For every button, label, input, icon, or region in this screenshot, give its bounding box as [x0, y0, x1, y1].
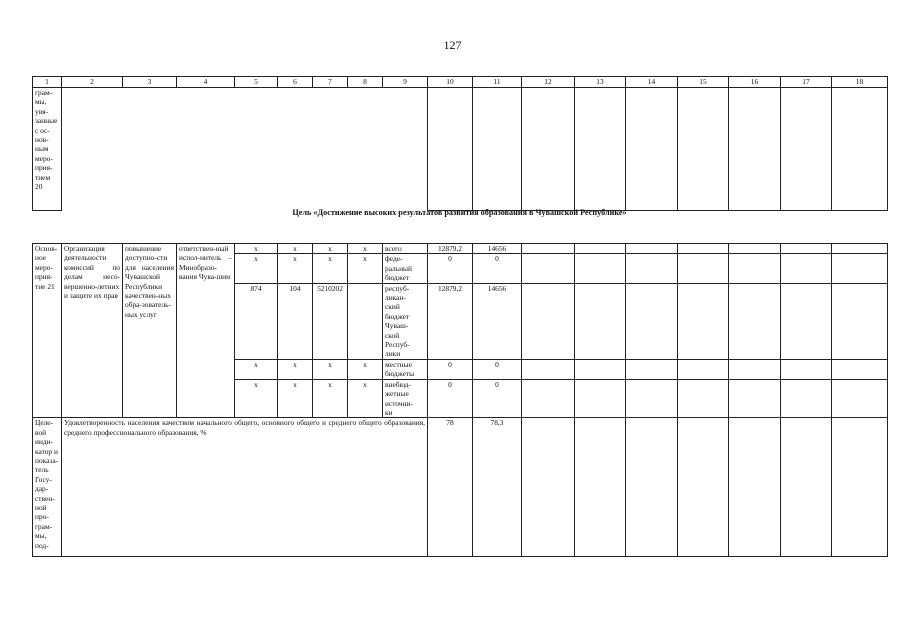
- column-number-row: [33, 77, 888, 88]
- empty-cell: [729, 254, 781, 283]
- empty-cell: [575, 254, 626, 283]
- grbs-code: 874: [235, 283, 278, 359]
- value-cell: 0: [473, 379, 522, 418]
- empty-cell: [522, 379, 575, 418]
- column-number: 16: [729, 77, 781, 88]
- column-number: 9: [383, 77, 428, 88]
- indicator-value: 78: [428, 418, 473, 557]
- empty-cell: [626, 418, 678, 557]
- empty-cell: [522, 244, 575, 254]
- empty-cell: [781, 254, 832, 283]
- empty-cell: [781, 359, 832, 379]
- funding-source: респуб- ликан- ский бюджет Чуваш- ской Респуб- лики: [383, 283, 428, 359]
- empty-cell: [678, 88, 729, 211]
- value-cell: 0: [428, 254, 473, 283]
- empty-cell: [678, 283, 729, 359]
- page-number: 127: [443, 38, 462, 52]
- empty-cell: [729, 418, 781, 557]
- empty-cell: [678, 418, 729, 557]
- target-code: x: [313, 379, 348, 418]
- empty-cell: [729, 88, 781, 211]
- empty-cell: [522, 283, 575, 359]
- empty-cell: [678, 254, 729, 283]
- empty-cell: [575, 244, 626, 254]
- empty-cell: [626, 244, 678, 254]
- goal-title: Цель «Достижение высоких результатов развития образования в Чувашской Республике»: [292, 208, 627, 217]
- empty-cell: [626, 379, 678, 418]
- section-code: x: [278, 254, 313, 283]
- empty-cell: [729, 359, 781, 379]
- funding-source: внебюд- жетные источни- ки: [383, 379, 428, 418]
- empty-cell: [575, 88, 626, 211]
- empty-cell: [575, 418, 626, 557]
- section-code: x: [278, 379, 313, 418]
- empty-cell: [473, 88, 522, 211]
- column-number: 18: [832, 77, 888, 88]
- value-cell: 12879,2: [428, 283, 473, 359]
- empty-cell: [62, 88, 428, 211]
- value-cell: 0: [473, 254, 522, 283]
- empty-cell: [832, 254, 888, 283]
- empty-cell: [678, 359, 729, 379]
- expense-code: x: [348, 244, 383, 254]
- row-label: грам- мы, увя- занные с ос- нов- ным меро- прия- тием 20: [33, 88, 62, 211]
- empty-cell: [626, 359, 678, 379]
- value-cell: 0: [473, 359, 522, 379]
- funding-source: местные бюджеты: [383, 359, 428, 379]
- empty-cell: [522, 254, 575, 283]
- measure-name: Основ- ное меро- прия- тие 21: [33, 244, 62, 418]
- measure-executor: ответствен-ный испол-нитель – Минобразо-вания Чува-шии: [177, 244, 235, 418]
- empty-cell: [832, 379, 888, 418]
- empty-cell: [781, 244, 832, 254]
- target-code: x: [313, 254, 348, 283]
- column-number: 13: [575, 77, 626, 88]
- empty-cell: [832, 359, 888, 379]
- table-row: [33, 88, 888, 211]
- empty-cell: [575, 283, 626, 359]
- expense-code: x: [348, 359, 383, 379]
- empty-cell: [832, 283, 888, 359]
- funding-source: всего: [383, 244, 428, 254]
- empty-cell: [832, 88, 888, 211]
- expense-code: x: [348, 379, 383, 418]
- column-number: 1: [33, 77, 62, 88]
- section-code: x: [278, 244, 313, 254]
- column-number: 8: [348, 77, 383, 88]
- empty-cell: [832, 418, 888, 557]
- empty-cell: [729, 379, 781, 418]
- expense-code: [348, 283, 383, 359]
- column-number: 4: [177, 77, 235, 88]
- column-number: 2: [62, 77, 123, 88]
- column-number: 6: [278, 77, 313, 88]
- empty-cell: [781, 379, 832, 418]
- empty-cell: [522, 418, 575, 557]
- target-code: x: [313, 244, 348, 254]
- empty-cell: [729, 283, 781, 359]
- empty-cell: [678, 244, 729, 254]
- value-cell: 12879,2: [428, 244, 473, 254]
- value-cell: 14656: [473, 244, 522, 254]
- empty-cell: [678, 379, 729, 418]
- empty-cell: [626, 254, 678, 283]
- table-row: [33, 418, 888, 557]
- funding-source: феде- ральный бюджет: [383, 254, 428, 283]
- target-code: x: [313, 359, 348, 379]
- indicator-text: Удовлетворенность населения качеством начального общего, основного общего и среднего общего образования, среднего профессионального образования, %: [62, 418, 428, 557]
- indicator-value: 78,3: [473, 418, 522, 557]
- column-number: 17: [781, 77, 832, 88]
- table-row: [33, 244, 888, 254]
- column-number: 14: [626, 77, 678, 88]
- empty-cell: [781, 283, 832, 359]
- column-number: 5: [235, 77, 278, 88]
- grbs-code: x: [235, 379, 278, 418]
- empty-cell: [428, 88, 473, 211]
- column-number: 7: [313, 77, 348, 88]
- indicator-label: Целе- вой инди- катор и показа- тель Госу- дар- ствен- ной про- грам- мы, под-: [33, 418, 62, 557]
- column-number: 11: [473, 77, 522, 88]
- empty-cell: [522, 359, 575, 379]
- empty-cell: [832, 244, 888, 254]
- grbs-code: x: [235, 359, 278, 379]
- empty-cell: [575, 359, 626, 379]
- section-code: x: [278, 359, 313, 379]
- section-code: 104: [278, 283, 313, 359]
- column-number: 3: [123, 77, 177, 88]
- empty-cell: [626, 283, 678, 359]
- column-number: 15: [678, 77, 729, 88]
- empty-cell: [626, 88, 678, 211]
- value-cell: 14656: [473, 283, 522, 359]
- column-number: 12: [522, 77, 575, 88]
- empty-cell: [729, 244, 781, 254]
- value-cell: 0: [428, 359, 473, 379]
- empty-cell: [781, 88, 832, 211]
- measure-title: Организация деятельности комиссий по делам несо-вершенно-летних и защите их прав: [62, 244, 123, 418]
- expense-code: x: [348, 254, 383, 283]
- empty-cell: [781, 418, 832, 557]
- grbs-code: x: [235, 254, 278, 283]
- value-cell: 0: [428, 379, 473, 418]
- empty-cell: [522, 88, 575, 211]
- empty-cell: [575, 379, 626, 418]
- grbs-code: x: [235, 244, 278, 254]
- measure-goal: повышение доступно-сти для населения Чувашской Республики качествен-ных обра-зователь-ных услуг: [123, 244, 177, 418]
- column-number: 10: [428, 77, 473, 88]
- target-code: 5210202: [313, 283, 348, 359]
- program-table: [32, 76, 888, 557]
